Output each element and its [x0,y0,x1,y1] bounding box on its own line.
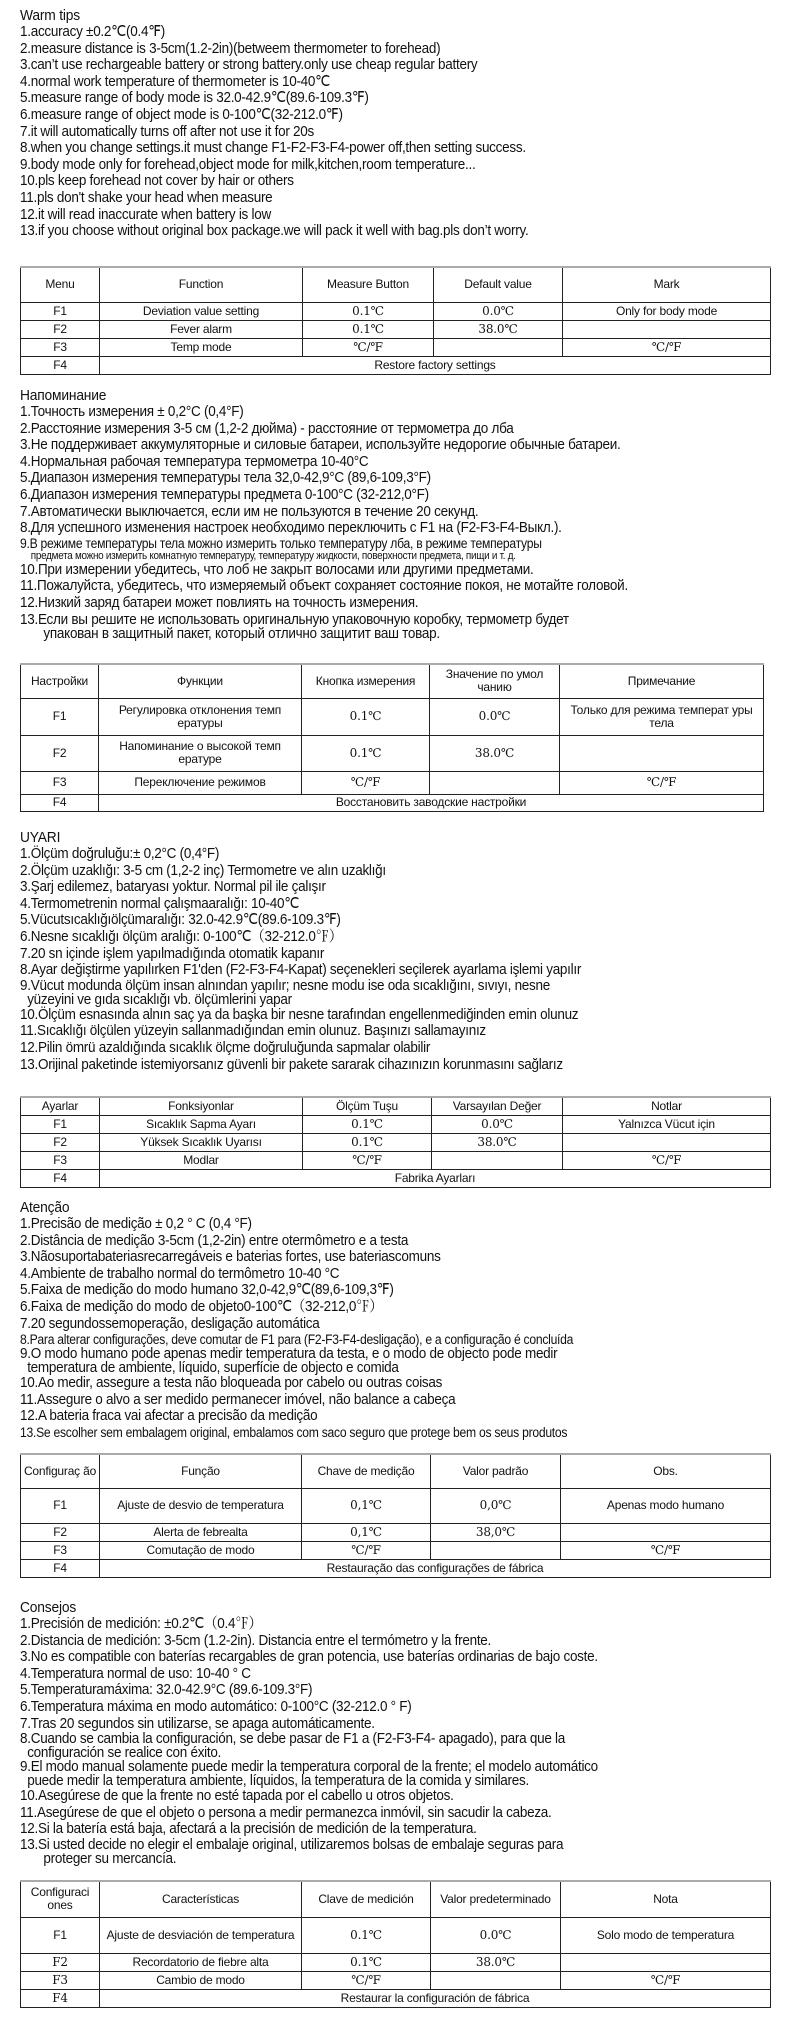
table-cell: F3 [21,1541,100,1559]
table-cell: Restore factory settings [100,356,771,374]
tip-item: 10.Ölçüm esnasında alnın saç ya da başka bir nesne tarafından engellenmediğinden emin olunuz [20,1005,579,1023]
table-cell: Yalnızca Vücut için [563,1115,771,1133]
table-cell: Temp mode [100,338,303,356]
table-cell [431,1971,561,1989]
table-cell: F1 [21,302,100,320]
table-cell: F1 [21,698,99,735]
tip-item: 1.Точность измерения ± 0,2°C (0,4°F) [20,403,244,420]
table-cell: 0.0℃ [431,1917,561,1953]
table-cell: Переключение режимов [99,771,302,794]
header-cell: Значение по умол чанию [430,664,560,698]
header-cell: Configuraci ones [21,1881,100,1917]
table-cell: 0.1℃ [302,735,430,771]
table-cell: ℃/℉ [302,1971,431,1989]
russian-section [20,388,780,641]
settings-table-turkish [20,1096,771,1188]
tip-item: 6.Nesne sıcaklığı ölçüm aralığı: 0-100℃（32-212.0℉） [20,927,343,945]
table-cell: F1 [21,1488,100,1523]
settings-table-russian [20,663,764,812]
table-row [21,1115,771,1133]
table-cell: Modlar [100,1151,303,1169]
tip-item: 10.Ao medir, assegure a testa não bloqueada por cabelo ou outras coisas [20,1374,443,1392]
table-row [21,1971,771,1989]
tip-item: 9.O modo humano pode apenas medir temperatura da testa, e o modo de objecto pode medir [20,1345,558,1363]
table-cell: Deviation value setting [100,302,303,320]
header-cell: Configuraç ão [21,1454,100,1488]
settings-table-portuguese [20,1453,771,1578]
table-row [21,356,771,374]
tip-item: 12.A bateria fraca vai afectar a precisão da medição [20,1407,318,1425]
header-cell: Função [100,1454,302,1488]
table-cell: Comutação de modo [100,1541,302,1559]
table-cell: Only for body mode [563,302,771,320]
table-cell: F4 [21,1989,100,2007]
table-cell: 0.1℃ [302,1917,431,1953]
tip-item: 7.Автоматически выключается, если им не пользуются в течение 20 секунд. [20,502,479,520]
table-cell [432,1151,563,1169]
turkish-section [20,830,780,1073]
settings-table-english [20,266,771,375]
tip-item: 3.Şarj edilemez, bataryası yoktur. Normal pil ile çalışır [20,878,326,896]
tip-item-continuation: упакован в защитный пакет, который отлично защитит ваш товар. [43,624,440,642]
table-row [21,1151,771,1169]
tip-item-continuation: proteger su mercancía. [43,1849,177,1867]
header-cell: Measure Button [303,267,434,302]
table-cell: 0.1℃ [303,1133,432,1151]
tip-item: 13.if you choose without original box package.we will pack it well with bag.pls don’t worry. [20,222,529,240]
table-cell [430,771,560,794]
table-cell: Yüksek Sıcaklık Uyarısı [100,1133,303,1151]
table-cell [560,735,764,771]
table-cell: Fabrika Ayarları [100,1169,771,1187]
table-cell: 0.0℃ [434,302,563,320]
table-cell: Восстановить заводские настройки [99,794,764,811]
header-cell: Fonksiyonlar [100,1097,303,1115]
header-cell: Настройки [21,664,99,698]
tip-item: 5.Vücutsıcaklığıölçümaralığı: 32.0-42.9℃(89.6-109.3℉) [20,911,341,929]
tip-item: 12.Низкий заряд батареи может повлиять на точность измерения. [20,593,419,611]
header-cell: Mark [563,267,771,302]
header-cell: Características [100,1881,302,1917]
tip-item: 5.measure range of body mode is 32.0-42.9℃(89.6-109.3℉) [20,89,369,107]
header-cell: Примечание [560,664,764,698]
table-cell: F2 [21,1133,100,1151]
table-row [21,1917,771,1953]
tip-item: 10.При измерении убедитесь, что лоб не закрыт волосами или другими предметами. [20,560,534,578]
table-cell: 0.1℃ [302,1953,431,1971]
tip-item: 9.body mode only for forehead,object mode for milk,kitchen,room temperature... [20,155,476,173]
tip-item: 9.В режиме температуры тела можно измерить только температуру лба, в режиме температуры [20,535,542,551]
tip-item: 5.Диапазон измерения температуры тела 32,0-42,9°C (89,6-109,3°F) [20,469,431,487]
header-cell: Chave de medição [302,1454,431,1488]
tip-item: 1.Precisão de medição ± 0,2 ° C (0,4 °F) [20,1215,252,1232]
table-row [21,1541,771,1559]
tip-item: 4.normal work temperature of thermometer is 10-40℃ [20,72,331,90]
table-row [21,302,771,320]
table-cell: F3 [21,771,99,794]
table-cell: Ajuste de desvio de temperatura [100,1488,302,1523]
header-cell: Nota [561,1881,771,1917]
tip-item: 3.Не поддерживает аккумуляторные и силовые батареи, используйте недорогие обычные батареи. [20,436,621,454]
table-cell: F3 [21,338,100,356]
table-cell: Restaurar la configuración de fábrica [100,1989,771,2007]
tip-item: 5.Temperaturamáxima: 32.0-42.9°C (89.6-109.3°F) [20,1681,313,1699]
table-cell: F4 [21,1169,100,1187]
tip-item: 11.Sıcaklığı ölçülen yüzeyin sallanmadığından emin olunuz. Başınızı sallamayınız [20,1022,486,1040]
tip-item: 10.Asegúrese de que la frente no esté tapada por el cabello u otros objetos. [20,1787,454,1805]
tip-item: 2.Distância de medição 3-5cm (1,2-2in) entre otermômetro e a testa [20,1231,409,1249]
header-cell: Function [100,267,303,302]
tip-item-continuation: предмета можно измерить комнатную температуру, температуру жидкости, поверхности предмета, пищи и т. д. [30,549,516,562]
header-cell: Menu [21,267,100,302]
tip-item: 7.20 segundossemoperação, desligação automática [20,1314,320,1332]
tip-item: 8.Для успешного изменения настроек необходимо переключить с F1 на (F2-F3-F4-Выкл.). [20,519,562,537]
table-cell [561,1953,771,1971]
tip-item: 8.Cuando se cambia la configuración, se debe pasar de F1 a (F2-F3-F4- apagado), para que la [20,1730,566,1748]
tip-item: 13.Если вы решите не использовать оригинальную упаковочную коробку, термометр будет [20,610,569,628]
section-title-russian: Напоминание [20,387,107,404]
tip-item-continuation: temperatura de ambiente, líquido, superfície de objecto e comida [27,1359,399,1377]
table-cell: F2 [21,735,99,771]
tip-item: 12.Pilin ömrü azaldığında sıcaklık ölçme doğruluğunda sapmalar olabilir [20,1038,431,1056]
table-row [21,320,771,338]
table-cell: 0.0℃ [432,1115,563,1133]
table-row [21,794,764,811]
tip-item-continuation: puede medir la temperatura ambiente, líquidos, la temperatura de la comida y similares. [27,1772,529,1790]
table-cell: 0.1℃ [302,698,430,735]
tip-item: 4.Ambiente de trabalho normal do termômetro 10-40 °C [20,1264,340,1282]
table-cell: ℃/℉ [563,1151,771,1169]
table-header-row [21,1097,771,1115]
table-cell: Fever alarm [100,320,303,338]
table-cell: F4 [21,794,99,811]
tip-item: 8.Ayar değiştirme yapılırken F1'den (F2-F3-F4-Kapat) seçenekleri seçilerek ayarlama işlemi yapılır [20,961,582,979]
table-cell: Recordatorio de fiebre alta [100,1953,302,1971]
table-cell: Только для режима температ уры тела [560,698,764,735]
spanish-section [20,1600,780,1866]
section-title-spanish: Consejos [20,1599,77,1616]
tip-item: 6.Faixa de medição do modo de objeto0-100℃（32-212,0℉） [20,1297,383,1315]
table-cell: ℃/℉ [303,338,434,356]
table-cell: 38,0℃ [431,1523,561,1541]
table-cell: 0,1℃ [302,1523,431,1541]
tip-item: 4.Temperatura normal de uso: 10-40 ° C [20,1664,251,1682]
section-title-portuguese: Atenção [20,1199,70,1216]
tip-item: 11.Пожалуйста, убедитесь, что измеряемый объект сохраняет состояние покоя, не мотайте головой. [20,577,628,595]
tip-item: 11.Assegure o alvo a ser medido permanecer imóvel, não balance a cabeça [20,1390,456,1408]
table-row [21,771,764,794]
table-cell: 0.1℃ [303,1115,432,1133]
table-row [21,1989,771,2007]
header-cell: Ölçüm Tuşu [303,1097,432,1115]
header-cell: Default value [434,267,563,302]
tip-item: 2.Distancia de medición: 3-5cm (1.2-2in). Distancia entre el termómetro y la frente. [20,1631,492,1649]
header-cell: Функции [99,664,302,698]
tip-item-continuation: yüzeyini ve gıda sıcaklığı vb. ölçümlerini yapar [27,990,292,1008]
table-row [21,1169,771,1187]
tip-item: 11.pls don't shake your head when measure [20,188,273,206]
tip-item: 12.it will read inaccurate when battery is low [20,205,271,223]
settings-table-spanish [20,1880,771,2008]
table-row [21,1559,771,1577]
tip-item: 12.Si la batería está baja, afectará a la precisión de medición de la temperatura. [20,1820,477,1838]
tip-item: 10.pls keep forehead not cover by hair or others [20,172,294,190]
table-header-row [21,267,771,302]
table-cell: Alerta de febrealta [100,1523,302,1541]
tip-item: 1.Precisión de medición: ±0.2℃（0.4℉） [20,1615,262,1632]
table-cell: F4 [21,1559,100,1577]
table-cell: Ajuste de desviación de temperatura [100,1917,302,1953]
table-cell: ℃/℉ [563,338,771,356]
header-cell: Varsayılan Değer [432,1097,563,1115]
table-cell: F2 [21,1523,100,1541]
table-cell: Cambio de modo [100,1971,302,1989]
header-cell: Valor padrão [431,1454,561,1488]
tip-item: 2.Ölçüm uzaklığı: 3-5 cm (1,2-2 inç) Termometre ve alın uzaklığı [20,861,386,879]
table-cell: 0.1℃ [303,302,434,320]
table-cell: 0.1℃ [303,320,434,338]
table-cell: 38.0℃ [434,320,563,338]
table-cell [563,1133,771,1151]
table-cell [563,320,771,338]
table-cell: 38.0℃ [431,1953,561,1971]
tip-item-continuation: configuración se realice con éxito. [27,1744,222,1762]
table-cell: Solo modo de temperatura [561,1917,771,1953]
header-cell: Notlar [563,1097,771,1115]
table-row [21,338,771,356]
section-title-english: Warm tips [20,7,80,24]
english-section [20,8,780,240]
table-cell: F1 [21,1917,100,1953]
table-cell: ℃/℉ [302,771,430,794]
table-cell: Sıcaklık Sapma Ayarı [100,1115,303,1133]
table-cell [434,338,563,356]
table-cell [561,1523,771,1541]
tip-item: 6.Диапазон измерения температуры предмета 0-100°C (32-212,0°F) [20,485,429,503]
tip-item: 13.Orijinal paketinde istemiyorsanız güvenli bir pakete sararak cihazınızın korunmasını sağlarız [20,1055,563,1073]
table-cell: F3 [21,1151,100,1169]
table-cell: 0.0℃ [430,698,560,735]
table-row [21,1488,771,1523]
table-cell: 38.0℃ [432,1133,563,1151]
tip-item: 1.accuracy ±0.2℃(0.4℉) [20,23,166,40]
table-cell: Напоминание о высокой темп ературе [99,735,302,771]
table-header-row [21,664,764,698]
table-cell: Apenas modo humano [561,1488,771,1523]
table-cell: ℃/℉ [561,1541,771,1559]
table-cell: 38.0℃ [430,735,560,771]
header-cell: Valor predeterminado [431,1881,561,1917]
table-header-row [21,1881,771,1917]
section-title-turkish: UYARI [20,829,61,846]
tip-item: 8.Para alterar configurações, deve comutar de F1 para (F2-F3-F4-desligação), e a configuração é concluída [20,1332,574,1348]
table-row [21,1523,771,1541]
table-cell: 0,1℃ [302,1488,431,1523]
header-cell: Obs. [561,1454,771,1488]
table-row [21,1133,771,1151]
tip-item: 2.Расстояние измерения 3-5 см (1,2-2 дюйма) - расстояние от термометра до лба [20,419,514,437]
table-cell: F1 [21,1115,100,1133]
tip-item: 7.it will automatically turns off after not use it for 20s [20,122,314,140]
table-row [21,1953,771,1971]
table-cell: Регулировка отклонения темп ературы [99,698,302,735]
table-header-row [21,1454,771,1488]
table-cell [431,1541,561,1559]
tip-item: 7.20 sn içinde işlem yapılmadığında otomatik kapanır [20,944,325,962]
table-row [21,735,764,771]
tip-item: 1.Ölçüm doğruluğu:± 0,2°C (0,4°F) [20,845,220,862]
tip-item: 13.Si usted decide no elegir el embalaje original, utilizaremos bolsas de embalaje seguras para [20,1835,564,1853]
tip-item: 5.Faixa de medição do modo humano 32,0-42,9℃(89,6-109,3℉) [20,1281,394,1299]
table-cell: F2 [21,320,100,338]
header-cell: Кнопка измерения [302,664,430,698]
tip-item: 13.Se escolher sem embalagem original, embalamos com saco seguro que protege bem os seus produtos [20,1424,568,1440]
tip-item: 11.Asegúrese de que el objeto o persona a medir permanezca inmóvil, sin sacudir la cabeza. [20,1803,552,1821]
tip-item: 3.can’t use rechargeable battery or strong battery.only use cheap regular battery [20,56,478,74]
header-cell: Clave de medición [302,1881,431,1917]
tip-item: 7.Tras 20 segundos sin utilizarse, se apaga automáticamente. [20,1714,375,1732]
tip-item: 6.measure range of object mode is 0-100℃(32-212.0℉) [20,105,343,123]
tip-item: 3.Nãosuportabateriasrecarregáveis e baterias fortes, use bateriascomuns [20,1248,441,1266]
table-cell: ℃/℉ [561,1971,771,1989]
tip-item: 9.El modo manual solamente puede medir la temperatura corporal de la frente; el modelo automático [20,1758,598,1776]
table-cell: 0,0℃ [431,1488,561,1523]
table-cell: F2 [21,1953,100,1971]
table-cell: Restauração das configurações de fábrica [100,1559,771,1577]
table-cell: ℃/℉ [302,1541,431,1559]
table-row [21,698,764,735]
tip-item: 4.Termometrenin normal çalışmaaralığı: 10-40℃ [20,894,300,912]
table-cell: ℃/℉ [303,1151,432,1169]
table-cell: ℃/℉ [560,771,764,794]
tip-item: 8.when you change settings.it must change F1-F2-F3-F4-power off,then setting success. [20,139,526,157]
table-cell: F4 [21,356,100,374]
tip-item: 6.Temperatura máxima en modo automático: 0-100°C (32-212.0 ° F) [20,1697,412,1715]
portuguese-section [20,1200,780,1440]
tip-item: 4.Нормальная рабочая температура термометра 10-40°C [20,452,369,470]
tip-item: 9.Vücut modunda ölçüm insan alnından yapılır; nesne modu ise oda sıcaklığını, sıvıyı, nesne [20,976,551,994]
tip-item: 2.measure distance is 3-5cm(1.2-2in)(betweem thermometer to forehead) [20,39,441,57]
header-cell: Ayarlar [21,1097,100,1115]
tip-item: 3.No es compatible con baterías recargables de gran potencia, use baterías ordinarias de bajo coste. [20,1648,598,1666]
table-cell: F3 [21,1971,100,1989]
